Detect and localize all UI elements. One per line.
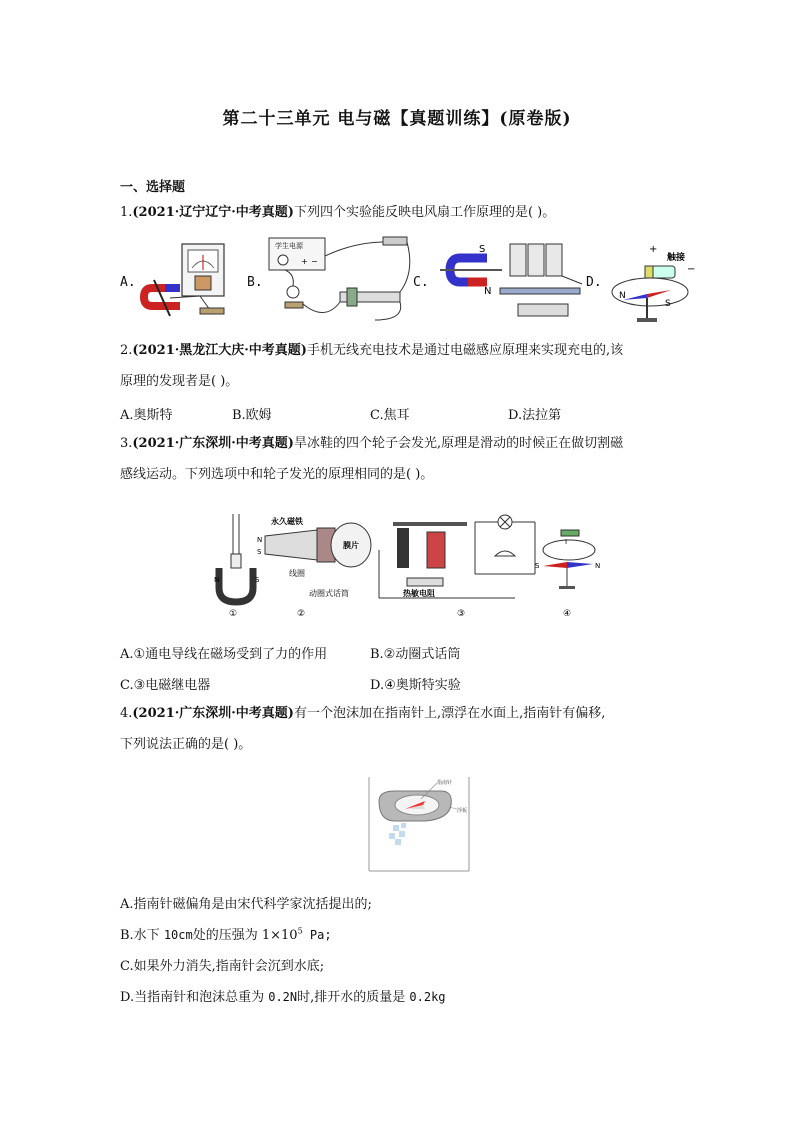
question-1-source: (2021·辽宁辽宁·中考真题) xyxy=(132,205,294,220)
q3-fig-num-3: ③ xyxy=(457,609,466,619)
q3-fig-num-4: ④ xyxy=(563,609,572,619)
page-title: 第二十三单元 电与磁【真题训练】(原卷版) xyxy=(222,109,572,129)
question-4-source: (2021·广东深圳·中考真题) xyxy=(132,706,294,721)
q1-c-s-pole: S xyxy=(479,244,486,255)
q3-fig4-s: S xyxy=(535,562,540,570)
q1-figure-b xyxy=(265,232,415,327)
question-2-stem-line-1: 2.(2021·黑龙江大庆·中考真题)手机无线充电技术是通过电磁感应原理来实现充电的,该 xyxy=(120,343,624,358)
question-2-stem-line-2: 原理的发现者是( )。 xyxy=(120,374,239,389)
q1-option-b-label: B. xyxy=(247,275,263,290)
q3-coil-label: 线圈 xyxy=(289,569,305,578)
question-3-stem-line-2: 感线运动。下列选项中和轮子发光的原理相同的是( )。 xyxy=(120,467,434,482)
q1-figure-c xyxy=(432,240,587,330)
q3-fig1-n: N xyxy=(214,576,220,584)
question-2-source: (2021·黑龙江大庆·中考真题) xyxy=(132,343,307,358)
q3-option-a: A.①通电导线在磁场受到了力的作用 xyxy=(120,647,328,662)
q2-option-d: D.法拉第 xyxy=(508,408,562,423)
q3-mic-label: 动圈式话筒 xyxy=(309,589,349,598)
q2-option-a: A.奥斯特 xyxy=(120,408,173,423)
q3-fig2-n: N xyxy=(257,536,263,544)
question-1-stem: 1.(2021·辽宁辽宁·中考真题)下列四个实验能反映电风扇工作原理的是( )。 xyxy=(120,205,556,220)
q3-magnet-label: 永久磁铁 xyxy=(271,517,303,526)
q1-figure-d xyxy=(605,240,705,328)
q4-option-d: D.当指南针和泡沫总重为 0.2N时,排开水的质量是 0.2kg xyxy=(120,990,446,1005)
q3-fig2-s: S xyxy=(257,548,262,556)
q1-d-s: S xyxy=(665,299,671,309)
q4-option-c: C.如果外力消失,指南针会沉到水底; xyxy=(120,959,325,974)
q3-fig4-n: N xyxy=(595,562,601,570)
q1-option-c-label: C. xyxy=(413,275,429,290)
q3-fig1-s: S xyxy=(255,576,260,584)
section-heading: 一、选择题 xyxy=(120,180,186,195)
q1-d-plus: + xyxy=(649,244,658,255)
question-3-source: (2021·广东深圳·中考真题) xyxy=(132,436,294,451)
question-4-stem-line-1: 4.(2021·广东深圳·中考真题)有一个泡沫加在指南针上,漂浮在水面上,指南针有偏移, xyxy=(120,706,606,721)
q1-power-minus: − xyxy=(311,257,318,266)
q1-power-plus: + xyxy=(301,257,308,266)
q3-figure-set xyxy=(205,510,605,625)
q1-d-n: N xyxy=(619,291,626,301)
q3-resistor-label: 热敏电阻 xyxy=(403,589,435,598)
q4-option-a: A.指南针磁偏角是由宋代科学家沈括提出的; xyxy=(120,897,372,912)
q3-option-b: B.②动圈式话筒 xyxy=(370,647,461,662)
q4-option-b: B.水下 10cm处的压强为 $1\times 10^5$ Pa; xyxy=(120,926,332,943)
q2-option-b: B.欧姆 xyxy=(232,408,272,423)
q4-foam-label: 浮板 xyxy=(457,808,468,814)
q3-fig-num-1: ① xyxy=(229,609,238,619)
q4-needle-label: 指南针 xyxy=(437,780,453,786)
q3-option-c: C.③电磁继电器 xyxy=(120,678,211,693)
q1-figure-a xyxy=(140,240,240,325)
q1-d-contact: 触接 xyxy=(667,253,686,263)
q1-option-a-label: A. xyxy=(120,275,136,290)
q1-d-minus: − xyxy=(687,264,696,275)
q1-option-d-label: D. xyxy=(586,275,602,290)
q3-option-d: D.④奥斯特实验 xyxy=(370,678,461,693)
question-3-stem-line-1: 3.(2021·广东深圳·中考真题)旱冰鞋的四个轮子会发光,原理是滑动的时候正在做切割磁 xyxy=(120,436,624,451)
q4-figure xyxy=(365,775,475,875)
q1-power-label: 学生电源 xyxy=(275,242,303,250)
question-4-stem-line-2: 下列说法正确的是( )。 xyxy=(120,737,252,752)
q3-film-label: 膜片 xyxy=(343,541,359,550)
q2-option-c: C.焦耳 xyxy=(370,408,410,423)
q3-fig-num-2: ② xyxy=(297,609,306,619)
q1-c-n-pole: N xyxy=(484,286,492,297)
q3-fig4-current: I xyxy=(565,538,568,546)
